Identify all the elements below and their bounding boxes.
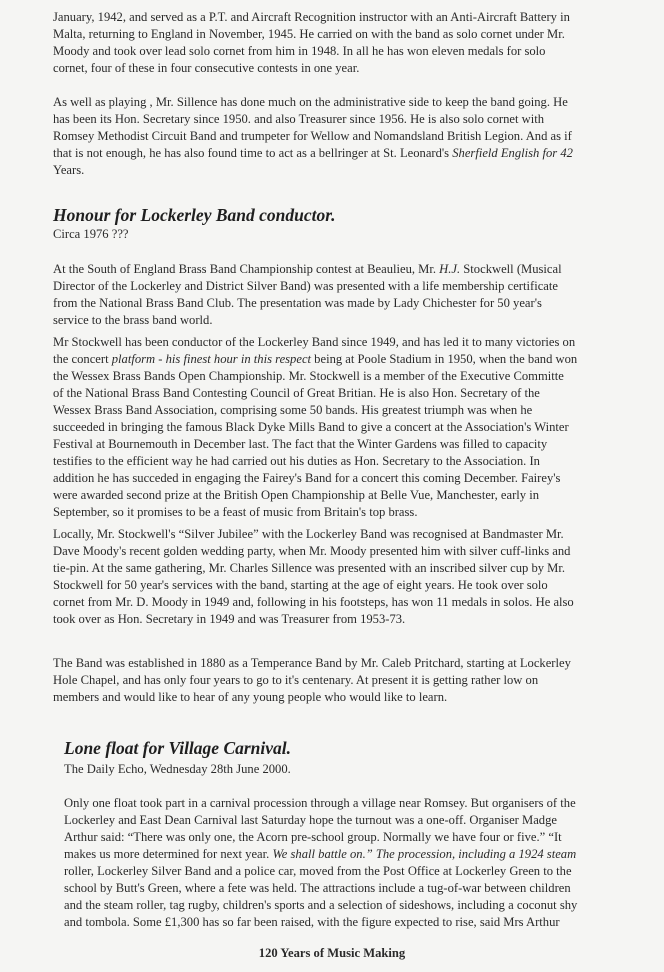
text-line bbox=[53, 543, 574, 560]
text-run: Mr Stockwell has been conductor of the Lockerley Band since 1949, and has led it to many victories on bbox=[53, 335, 576, 349]
text-run: Stockwell for 50 year's services with the band, starting at the age of eight years. He took over solo bbox=[53, 578, 548, 592]
text-line bbox=[53, 334, 577, 351]
text-run: roller, Lockerley Silver Band and a police car, moved from the Post Office at Lockerley Green to the bbox=[64, 864, 572, 878]
text-line bbox=[53, 594, 574, 611]
text-line bbox=[53, 453, 577, 470]
text-line bbox=[64, 863, 577, 880]
text-run: from the National Brass Band Club. The presentation was made by Lady Chichester for 50 year's bbox=[53, 296, 542, 310]
text-line bbox=[64, 846, 577, 863]
text-line bbox=[53, 436, 577, 453]
paragraph-beaulieu bbox=[53, 261, 562, 329]
paragraph-silver-jubilee bbox=[53, 526, 574, 628]
text-run: Malta, returning to England in November, 1945. He carried on with the band as solo cornet under Mr. bbox=[53, 27, 565, 41]
text-line bbox=[53, 9, 570, 26]
text-run: Wessex Brass Band Association, comprising some 50 bands. His greatest triumph was when he bbox=[53, 403, 533, 417]
text-line bbox=[53, 261, 562, 278]
text-line bbox=[53, 368, 577, 385]
text-line bbox=[53, 43, 570, 60]
text-run: Arthur said: “There was only one, the Acorn pre-school group. Normally we have four or five.” “It bbox=[64, 830, 562, 844]
italic-text: H.J. bbox=[439, 262, 461, 276]
text-run: Dave Moody's recent golden wedding party, when Mr. Moody presented him with silver cuff-links and bbox=[53, 544, 571, 558]
text-run: tie-pin. At the same gathering, Mr. Charles Sillence was presented with an inscribed silver cup by Mr. bbox=[53, 561, 566, 575]
text-line bbox=[53, 689, 571, 706]
text-line bbox=[53, 278, 562, 295]
text-run: that is not enough, he has also found time to act as a bellringer at St. Leonard's bbox=[53, 146, 453, 160]
text-line bbox=[53, 26, 570, 43]
text-line bbox=[53, 351, 577, 368]
text-line bbox=[53, 655, 571, 672]
text-run: As well as playing , Mr. Sillence has done much on the administrative side to keep the band going. He bbox=[53, 95, 568, 109]
text-line bbox=[53, 60, 570, 77]
text-run: the Wessex Brass Bands Open Championship. Mr. Stockwell is a member of the Executive Committe bbox=[53, 369, 564, 383]
article-source-carnival: The Daily Echo, Wednesday 28th June 2000. bbox=[64, 762, 291, 776]
text-line bbox=[53, 94, 573, 111]
text-run: Director of the Lockerley and District Silver Band) was presented with a life membership certificate bbox=[53, 279, 558, 293]
italic-text: Sherfield English for 42 bbox=[452, 146, 573, 160]
text-line bbox=[53, 385, 577, 402]
text-line bbox=[53, 672, 571, 689]
text-line bbox=[64, 897, 577, 914]
text-line bbox=[64, 880, 577, 897]
text-line bbox=[64, 795, 577, 812]
text-run: Hole Chapel, and has only four years to go to it's centenary. At present it is getting rather low on bbox=[53, 673, 539, 687]
text-line bbox=[53, 487, 577, 504]
text-run: The Band was established in 1880 as a Temperance Band by Mr. Caleb Pritchard, starting at Lockerley bbox=[53, 656, 571, 670]
text-line bbox=[64, 829, 577, 846]
article-source-honour: Circa 1976 ??? bbox=[53, 227, 129, 241]
text-run: At the South of England Brass Band Championship contest at Beaulieu, Mr. bbox=[53, 262, 440, 276]
text-line bbox=[53, 560, 574, 577]
text-line bbox=[53, 504, 577, 521]
text-line bbox=[53, 312, 562, 329]
italic-text: platform - his finest hour in this respect bbox=[111, 352, 312, 366]
text-run: Romsey Methodist Circuit Band and trumpeter for Wellow and Nomandsland British Legion. And as if bbox=[53, 129, 572, 143]
article-title-carnival: Lone float for Village Carnival. bbox=[64, 738, 292, 758]
text-run: Stockwell (Musical bbox=[460, 262, 562, 276]
text-line bbox=[53, 111, 573, 128]
text-line bbox=[53, 145, 573, 162]
text-run: the concert bbox=[53, 352, 112, 366]
text-line bbox=[53, 162, 573, 179]
text-line bbox=[53, 295, 562, 312]
text-run: were awarded second prize at the British Open Championship at Belle Vue, Manchester, early in bbox=[53, 488, 540, 502]
paragraph-stockwell-conductor bbox=[53, 334, 577, 521]
text-run: September, so it promises to be a feast of music from Britain's top brass. bbox=[53, 505, 418, 519]
text-run: Moody and took over lead solo cornet from him in 1948. In all he has won eleven medals for solo bbox=[53, 44, 546, 58]
text-run: took over as Hon. Secretary in 1949 and was Treasurer from 1953-73. bbox=[53, 612, 406, 626]
text-line bbox=[53, 611, 574, 628]
text-run: Locally, Mr. Stockwell's “Silver Jubilee” with the Lockerley Band was recognised at Bandmaster Mr. bbox=[53, 527, 564, 541]
italic-text: We shall battle on.” The procession, including a 1924 steam bbox=[272, 847, 577, 861]
text-run: and tombola. Some £1,300 has so far been raised, with the figure expected to rise, said Mrs Arthur bbox=[64, 915, 560, 929]
text-run: makes us more determined for next year. bbox=[64, 847, 273, 861]
text-run: Festival at Bournemouth in December last. The fact that the Winter Gardens was filled to capacity bbox=[53, 437, 548, 451]
article-title-honour: Honour for Lockerley Band conductor. bbox=[53, 205, 336, 225]
paragraph-service-history bbox=[53, 9, 570, 77]
page-footer: 120 Years of Music Making bbox=[258, 946, 406, 960]
paragraph-band-history bbox=[53, 655, 571, 706]
text-line bbox=[53, 128, 573, 145]
text-run: members and would like to hear of any young people who would like to learn. bbox=[53, 690, 448, 704]
text-run: service to the brass band world. bbox=[53, 313, 213, 327]
text-line bbox=[53, 419, 577, 436]
text-run: cornet, four of these in four consecutive contests in one year. bbox=[53, 61, 360, 75]
text-run: cornet from Mr. D. Moody in 1949 and, following in his footsteps, has won 11 medals in solos. He also bbox=[53, 595, 574, 609]
text-line bbox=[53, 402, 577, 419]
text-run: Years. bbox=[53, 163, 85, 177]
text-run: has been its Hon. Secretary since 1950. and also Treasurer since 1956. He is also solo cornet with bbox=[53, 112, 545, 126]
text-run: of the National Brass Band Contesting Council of Great Britian. He is also Hon. Secretary of the bbox=[53, 386, 540, 400]
text-line bbox=[64, 914, 577, 931]
text-run: January, 1942, and served as a P.T. and Aircraft Recognition instructor with an Anti-Aircraft Battery in bbox=[53, 10, 570, 24]
text-line bbox=[53, 577, 574, 594]
text-run: school by Butt's Green, where a fete was held. The attractions include a tug-of-war between children bbox=[64, 881, 571, 895]
text-line bbox=[53, 526, 574, 543]
text-run: testifies to the efficient way he had carried out his duties as Hon. Secretary to the Association. In bbox=[53, 454, 540, 468]
text-run: addition he has succeded in engaging the Fairey's Band for a concert this coming December. Fairey's bbox=[53, 471, 561, 485]
text-run: being at Poole Stadium in 1950, when the band won bbox=[311, 352, 578, 366]
text-line bbox=[53, 470, 577, 487]
text-run: Only one float took part in a carnival procession through a village near Romsey. But organisers of the bbox=[64, 796, 576, 810]
text-run: Lockerley and East Dean Carnival last Saturday hope the turnout was a one-off. Organiser Madge bbox=[64, 813, 557, 827]
paragraph-administration bbox=[53, 94, 573, 179]
paragraph-carnival bbox=[64, 795, 577, 931]
text-run: and the steam roller, tag rugby, children's sports and a selection of sideshows, including a coconut shy bbox=[64, 898, 578, 912]
text-line bbox=[64, 812, 577, 829]
text-run: succeeded in bringing the famous Black Dyke Mills Band to give a concert at the Association's Winter bbox=[53, 420, 569, 434]
